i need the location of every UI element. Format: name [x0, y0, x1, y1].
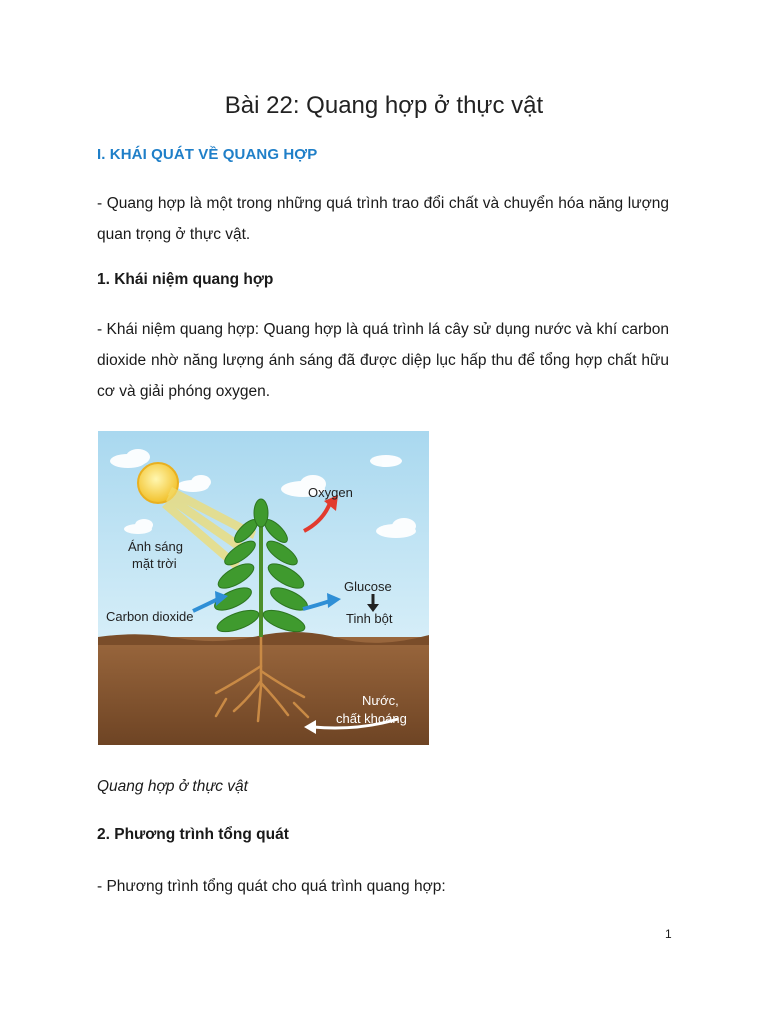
- label-sunlight-2: mặt trời: [132, 556, 177, 571]
- paragraph-overview: - Quang hợp là một trong những quá trình trao đổi chất và chuyển hóa năng lượng quan trọng ở thực vật.: [97, 195, 669, 243]
- label-oxygen: Oxygen: [308, 485, 353, 500]
- label-starch: Tinh bột: [346, 611, 393, 626]
- page-title: Bài 22: Quang hợp ở thực vật: [224, 92, 544, 119]
- label-carbon-dioxide: Carbon dioxide: [106, 609, 194, 624]
- section-heading: I. KHÁI QUÁT VỀ QUANG HỢP: [97, 146, 318, 163]
- photosynthesis-illustration: [98, 431, 429, 745]
- label-sunlight-1: Ánh sáng: [128, 539, 183, 554]
- label-water-1: Nước,: [362, 693, 399, 708]
- paragraph-equation: - Phương trình tổng quát cho quá trình quang hợp:: [97, 878, 446, 895]
- figure-caption: Quang hợp ở thực vật: [97, 778, 248, 795]
- paragraph-concept: - Khái niệm quang hợp: Quang hợp là quá trình lá cây sử dụng nước và khí carbon dioxide nhờ năng lượng ánh sáng đã được diệp lục hấp thu để tổng hợp chất hữu cơ và giải phóng oxygen.: [97, 321, 669, 400]
- soil-ground: [98, 637, 429, 745]
- subheading-equation: 2. Phương trình tổng quát: [97, 826, 289, 843]
- subheading-concept: 1. Khái niệm quang hợp: [97, 271, 274, 288]
- page-number: 1: [665, 927, 672, 941]
- label-glucose: Glucose: [344, 579, 392, 594]
- label-water-2: chất khoáng: [336, 711, 407, 726]
